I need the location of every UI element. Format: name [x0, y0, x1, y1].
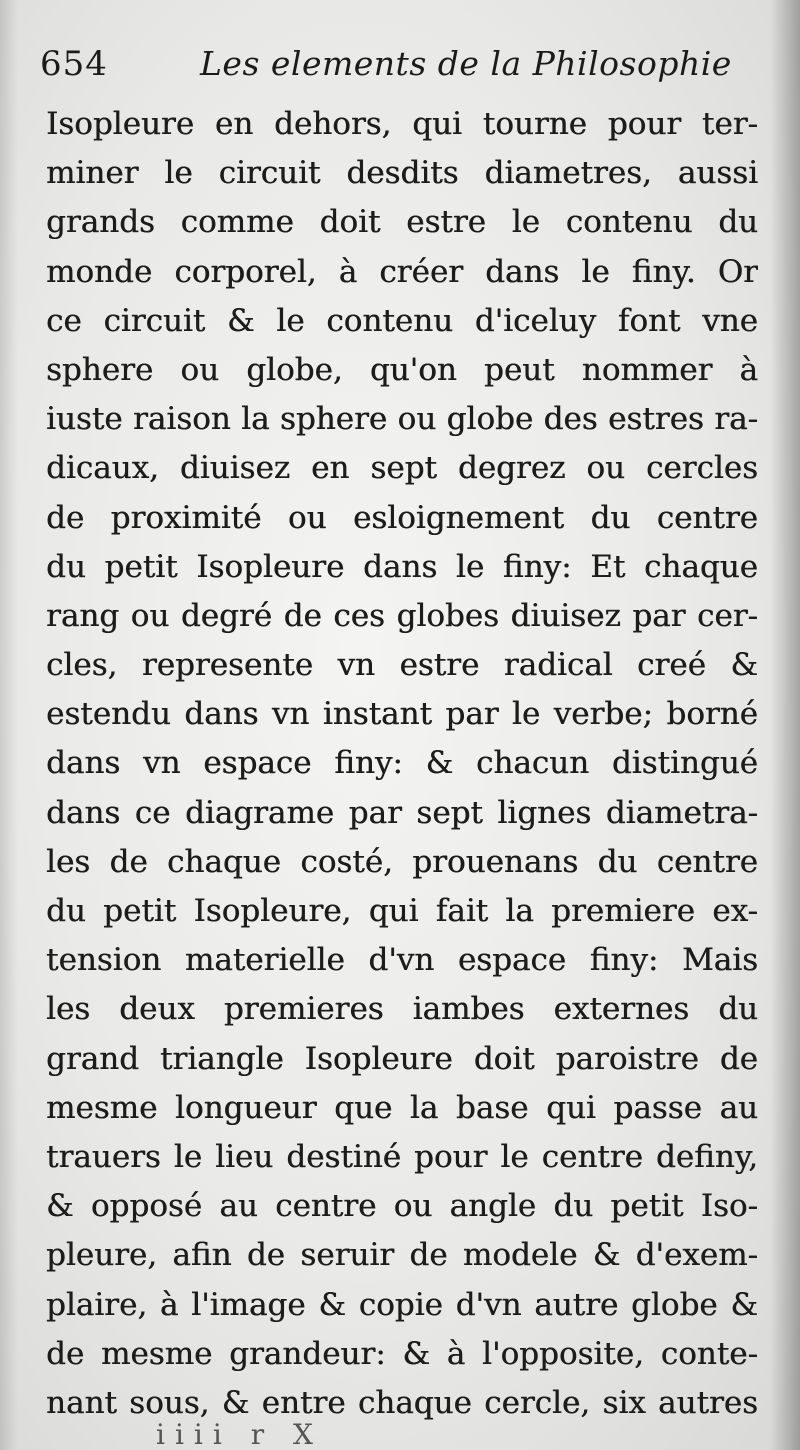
- text-line: rang ou degré de ces globes diuisez par cer-: [46, 597, 758, 634]
- signature-mark: iiii r X: [156, 1418, 323, 1450]
- text-line: mesme longueur que la base qui passe au: [46, 1089, 758, 1126]
- running-title: Les elements de la Philosophie: [200, 44, 732, 83]
- text-line: tension materielle d'vn espace finy: Mais: [46, 942, 758, 979]
- page-number: 654: [40, 44, 108, 84]
- text-line: du petit Isopleure, qui fait la premiere ex-: [46, 893, 758, 929]
- text-line: de proximité ou esloignement du centre: [46, 499, 758, 536]
- text-line: Isopleure en dehors, qui tourne pour ter-: [46, 106, 758, 142]
- text-line: de mesme grandeur: & à l'opposite, conte-: [46, 1335, 758, 1372]
- text-line: miner le circuit desdits diametres, aussi: [46, 155, 758, 192]
- text-line: & opposé au centre ou angle du petit Iso-: [46, 1188, 758, 1225]
- text-line: trauers le lieu destiné pour le centre definy,: [46, 1138, 758, 1175]
- running-head: [40, 44, 760, 94]
- text-line: estendu dans vn instant par le verbe; borné: [46, 696, 758, 733]
- text-line: nant sous, & entre chaque cercle, six autres: [46, 1384, 758, 1421]
- body-text: [46, 100, 766, 1428]
- page-gutter-shadow: [770, 0, 800, 1450]
- text-line: iuste raison la sphere ou globe des estres ra-: [46, 401, 758, 438]
- text-line: sphere ou globe, qu'on peut nommer à: [46, 351, 758, 388]
- text-line: dicaux, diuisez en sept degrez ou cercles: [46, 450, 758, 487]
- text-line: les deux premieres iambes externes du: [46, 991, 758, 1028]
- text-line: dans ce diagrame par sept lignes diametra-: [46, 794, 758, 831]
- text-line: monde corporel, à créer dans le finy. Or: [46, 253, 758, 290]
- text-line: les de chaque costé, prouenans du centre: [46, 843, 758, 880]
- text-line: cles, represente vn estre radical creé &: [46, 647, 758, 684]
- text-line: grand triangle Isopleure doit paroistre de: [46, 1040, 758, 1077]
- text-line: dans vn espace finy: & chacun distingué: [46, 745, 758, 782]
- text-line: plaire, à l'image & copie d'vn autre globe &: [46, 1286, 758, 1323]
- page-left-edge-shading: [0, 0, 18, 1450]
- text-line: pleure, afin de seruir de modele & d'exem-: [46, 1237, 758, 1274]
- text-line: du petit Isopleure dans le finy: Et chaque: [46, 548, 758, 585]
- text-line: grands comme doit estre le contenu du: [46, 204, 758, 241]
- text-line: ce circuit & le contenu d'iceluy font vne: [46, 302, 758, 339]
